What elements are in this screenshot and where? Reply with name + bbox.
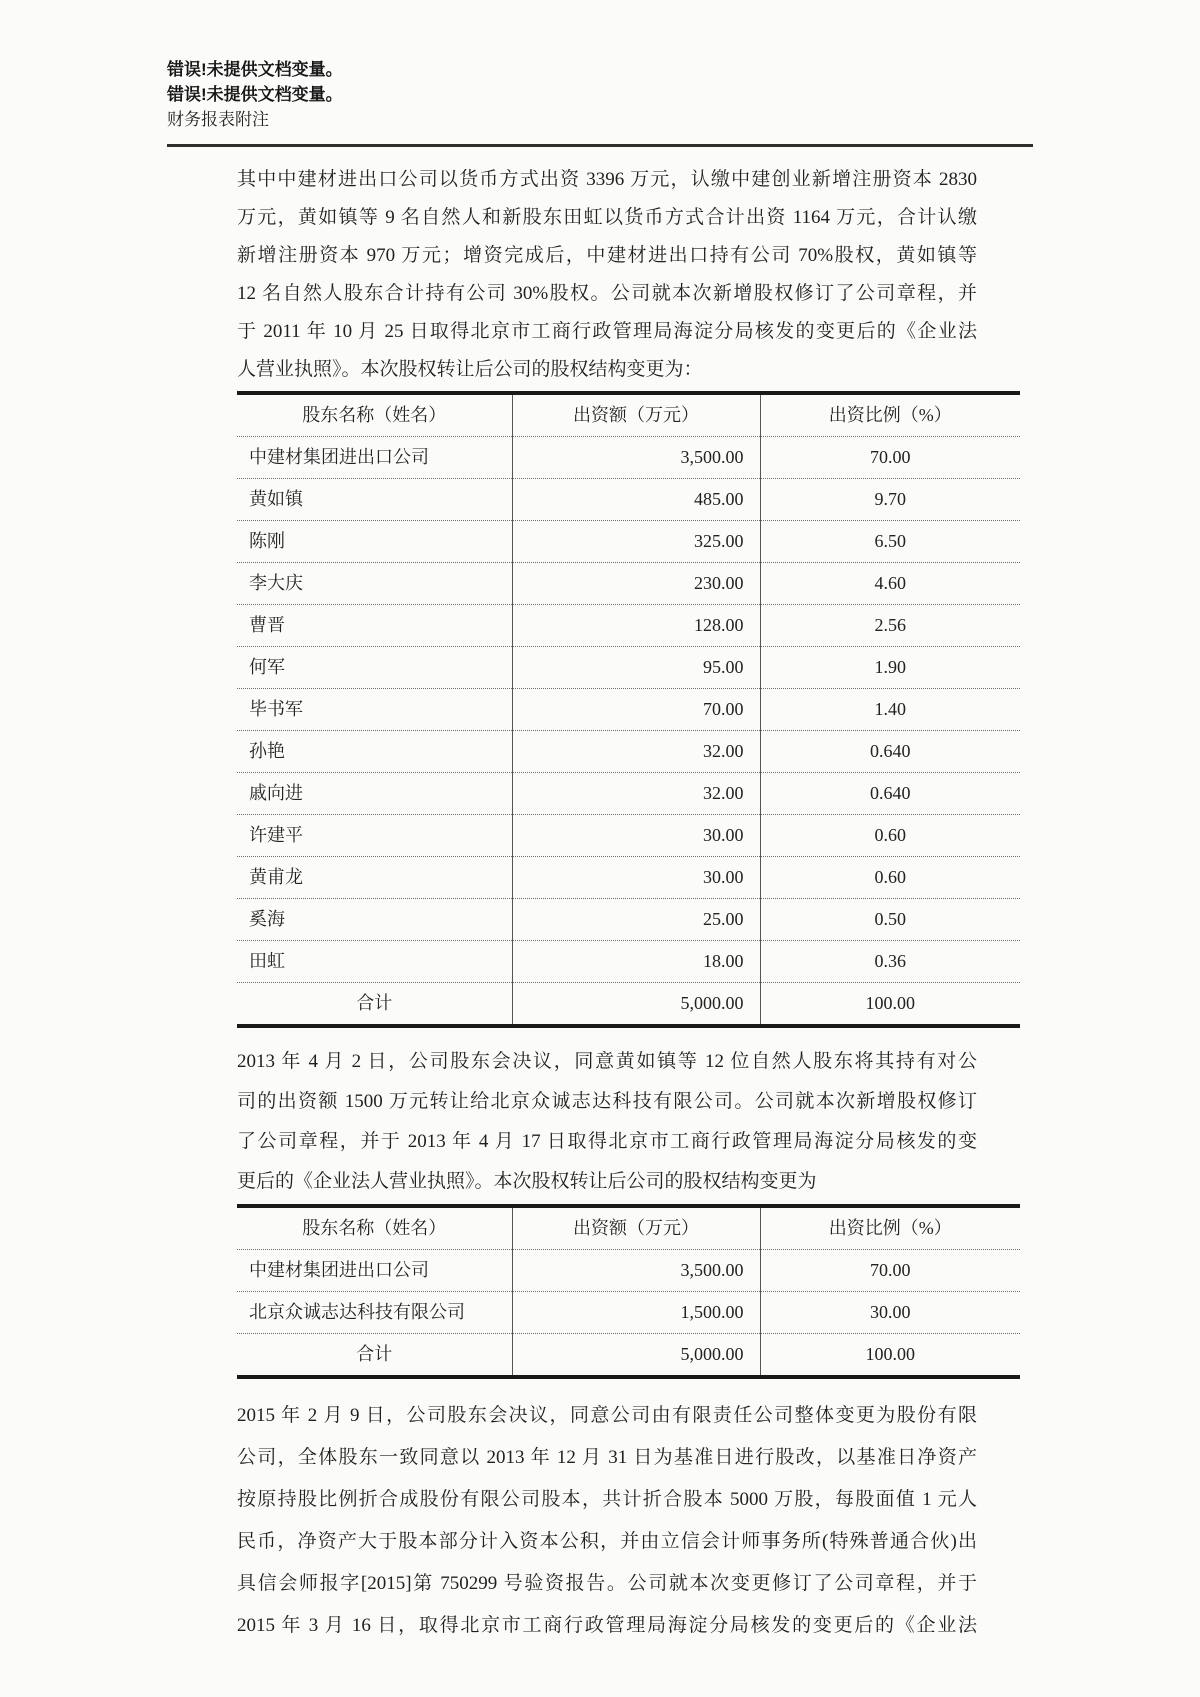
table-row bbox=[237, 479, 1020, 521]
table-row bbox=[237, 941, 1020, 983]
cell-shareholder-name: 何军 bbox=[237, 647, 512, 689]
cell-capital-amount: 30.00 bbox=[512, 857, 760, 899]
cell-capital-amount: 18.00 bbox=[512, 941, 760, 983]
cell-shareholder-name: 陈刚 bbox=[237, 521, 512, 563]
cell-shareholder-name: 许建平 bbox=[237, 815, 512, 857]
shareholding-table-2013 bbox=[237, 1204, 1020, 1379]
paragraph-line: 2013 年 4 月 2 日，公司股东会决议，同意黄如镇等 12 位自然人股东将其持有对公 bbox=[237, 1051, 977, 1072]
cell-capital-amount: 30.00 bbox=[512, 815, 760, 857]
cell-capital-amount: 32.00 bbox=[512, 773, 760, 815]
column-header: 出资比例（%） bbox=[828, 405, 952, 425]
cell-capital-amount: 70.00 bbox=[512, 689, 760, 731]
paragraph-line: 按原持股比例折合成股份有限公司股本，共计折合股本 5000 万股，每股面值 1 元人 bbox=[237, 1489, 977, 1510]
cell-capital-ratio: 0.640 bbox=[870, 783, 911, 803]
cell-capital-ratio: 0.60 bbox=[874, 867, 906, 887]
cell-capital-amount: 3,500.00 bbox=[512, 437, 760, 479]
cell-capital-amount: 3,500.00 bbox=[512, 1250, 760, 1292]
cell-capital-amount: 95.00 bbox=[512, 647, 760, 689]
header-rule bbox=[167, 144, 1033, 147]
column-header: 出资额（万元） bbox=[512, 1206, 760, 1250]
paragraph-line: 人营业执照》。本次股权转让后公司的股权结构变更为： bbox=[237, 359, 703, 380]
table-row bbox=[237, 857, 1020, 899]
paragraph-line: 民币，净资产大于股本部分计入资本公积，并由立信会计师事务所(特殊普通合伙)出 bbox=[237, 1531, 977, 1552]
cell-shareholder-name: 黄如镇 bbox=[237, 479, 512, 521]
paragraph-line: 2015 年 3 月 16 日，取得北京市工商行政管理局海淀分局核发的变更后的《企业法 bbox=[237, 1615, 977, 1636]
cell-shareholder-name: 戚向进 bbox=[237, 773, 512, 815]
cell-capital-ratio: 4.60 bbox=[874, 573, 906, 593]
cell-capital-amount: 485.00 bbox=[512, 479, 760, 521]
content-column bbox=[237, 161, 1200, 1647]
table-header-row bbox=[237, 393, 1020, 437]
paragraph-line: 了公司章程，并于 2013 年 4 月 17 日取得北京市工商行政管理局海淀分局核发的变 bbox=[237, 1131, 977, 1152]
cell-capital-amount: 5,000.00 bbox=[512, 983, 760, 1027]
cell-capital-ratio: 0.60 bbox=[874, 825, 906, 845]
paragraph-line: 2015 年 2 月 9 日，公司股东会决议，同意公司由有限责任公司整体变更为股份有限 bbox=[237, 1405, 977, 1426]
paragraph-line: 于 2011 年 10 月 25 日取得北京市工商行政管理局海淀分局核发的变更后的《企业法 bbox=[237, 321, 977, 342]
cell-shareholder-name: 合计 bbox=[237, 983, 512, 1027]
column-header: 出资比例（%） bbox=[828, 1218, 952, 1238]
cell-capital-amount: 5,000.00 bbox=[512, 1334, 760, 1378]
table-row bbox=[237, 899, 1020, 941]
cell-capital-amount: 1,500.00 bbox=[512, 1292, 760, 1334]
column-header: 出资额（万元） bbox=[512, 393, 760, 437]
paragraph-2013-equity-transfer bbox=[237, 1042, 977, 1202]
table-row bbox=[237, 647, 1020, 689]
cell-capital-ratio: 0.640 bbox=[870, 741, 911, 761]
cell-capital-amount: 32.00 bbox=[512, 731, 760, 773]
cell-shareholder-name: 毕书军 bbox=[237, 689, 512, 731]
cell-capital-ratio: 6.50 bbox=[874, 531, 906, 551]
header-subtitle: 财务报表附注 bbox=[167, 110, 269, 129]
cell-shareholder-name: 中建材集团进出口公司 bbox=[237, 1250, 512, 1292]
cell-shareholder-name: 北京众诚志达科技有限公司 bbox=[237, 1292, 512, 1334]
table-header-row bbox=[237, 1206, 1020, 1250]
cell-capital-ratio: 1.90 bbox=[874, 657, 906, 677]
cell-shareholder-name: 田虹 bbox=[237, 941, 512, 983]
table-row bbox=[237, 689, 1020, 731]
cell-shareholder-name: 黄甫龙 bbox=[237, 857, 512, 899]
paragraph-line: 司的出资额 1500 万元转让给北京众诚志达科技有限公司。公司就本次新增股权修订 bbox=[237, 1091, 977, 1112]
column-header: 股东名称（姓名） bbox=[237, 393, 512, 437]
cell-capital-ratio: 70.00 bbox=[870, 447, 911, 467]
cell-shareholder-name: 孙艳 bbox=[237, 731, 512, 773]
cell-capital-ratio: 0.36 bbox=[874, 951, 906, 971]
paragraph-2011-capital-increase bbox=[237, 161, 977, 389]
cell-capital-amount: 325.00 bbox=[512, 521, 760, 563]
paragraph-2015-restructuring bbox=[237, 1395, 977, 1647]
table-row bbox=[237, 605, 1020, 647]
cell-capital-ratio: 9.70 bbox=[874, 489, 906, 509]
document-header bbox=[167, 57, 1200, 132]
cell-capital-ratio: 30.00 bbox=[870, 1302, 911, 1322]
paragraph-line: 其中中建材进出口公司以货币方式出资 3396 万元，认缴中建创业新增注册资本 2830 bbox=[237, 169, 977, 190]
table-row bbox=[237, 437, 1020, 479]
table-row bbox=[237, 1292, 1020, 1334]
table-row bbox=[237, 773, 1020, 815]
table-row bbox=[237, 815, 1020, 857]
cell-shareholder-name: 李大庆 bbox=[237, 563, 512, 605]
cell-capital-ratio: 100.00 bbox=[865, 1344, 915, 1364]
paragraph-line: 12 名自然人股东合计持有公司 30%股权。公司就本次新增股权修订了公司章程，并 bbox=[237, 283, 977, 304]
cell-shareholder-name: 奚海 bbox=[237, 899, 512, 941]
cell-capital-ratio: 70.00 bbox=[870, 1260, 911, 1280]
paragraph-line: 更后的《企业法人营业执照》。本次股权转让后公司的股权结构变更为 bbox=[237, 1171, 817, 1192]
cell-capital-ratio: 1.40 bbox=[874, 699, 906, 719]
cell-capital-ratio: 2.56 bbox=[874, 615, 906, 635]
cell-capital-ratio: 0.50 bbox=[874, 909, 906, 929]
cell-capital-amount: 25.00 bbox=[512, 899, 760, 941]
cell-shareholder-name: 曹晋 bbox=[237, 605, 512, 647]
table-total-row bbox=[237, 983, 1020, 1027]
column-header: 股东名称（姓名） bbox=[237, 1206, 512, 1250]
header-error-line-2: 错误!未提供文档变量。 bbox=[167, 85, 343, 104]
paragraph-line: 具信会师报字[2015]第 750299 号验资报告。公司就本次变更修订了公司章程，并于 bbox=[237, 1573, 977, 1594]
table-row bbox=[237, 521, 1020, 563]
paragraph-line: 公司，全体股东一致同意以 2013 年 12 月 31 日为基准日进行股改，以基准日净资产 bbox=[237, 1447, 977, 1468]
table-total-row bbox=[237, 1334, 1020, 1378]
cell-shareholder-name: 中建材集团进出口公司 bbox=[237, 437, 512, 479]
table-row bbox=[237, 563, 1020, 605]
cell-shareholder-name: 合计 bbox=[237, 1334, 512, 1378]
cell-capital-ratio: 100.00 bbox=[865, 993, 915, 1013]
paragraph-line: 新增注册资本 970 万元；增资完成后，中建材进出口持有公司 70%股权，黄如镇等 bbox=[237, 245, 977, 266]
header-error-line-1: 错误!未提供文档变量。 bbox=[167, 60, 343, 79]
paragraph-line: 万元，黄如镇等 9 名自然人和新股东田虹以货币方式合计出资 1164 万元，合计认缴 bbox=[237, 207, 977, 228]
cell-capital-amount: 230.00 bbox=[512, 563, 760, 605]
table-row bbox=[237, 1250, 1020, 1292]
cell-capital-amount: 128.00 bbox=[512, 605, 760, 647]
shareholding-table-2011 bbox=[237, 391, 1020, 1028]
table-row bbox=[237, 731, 1020, 773]
